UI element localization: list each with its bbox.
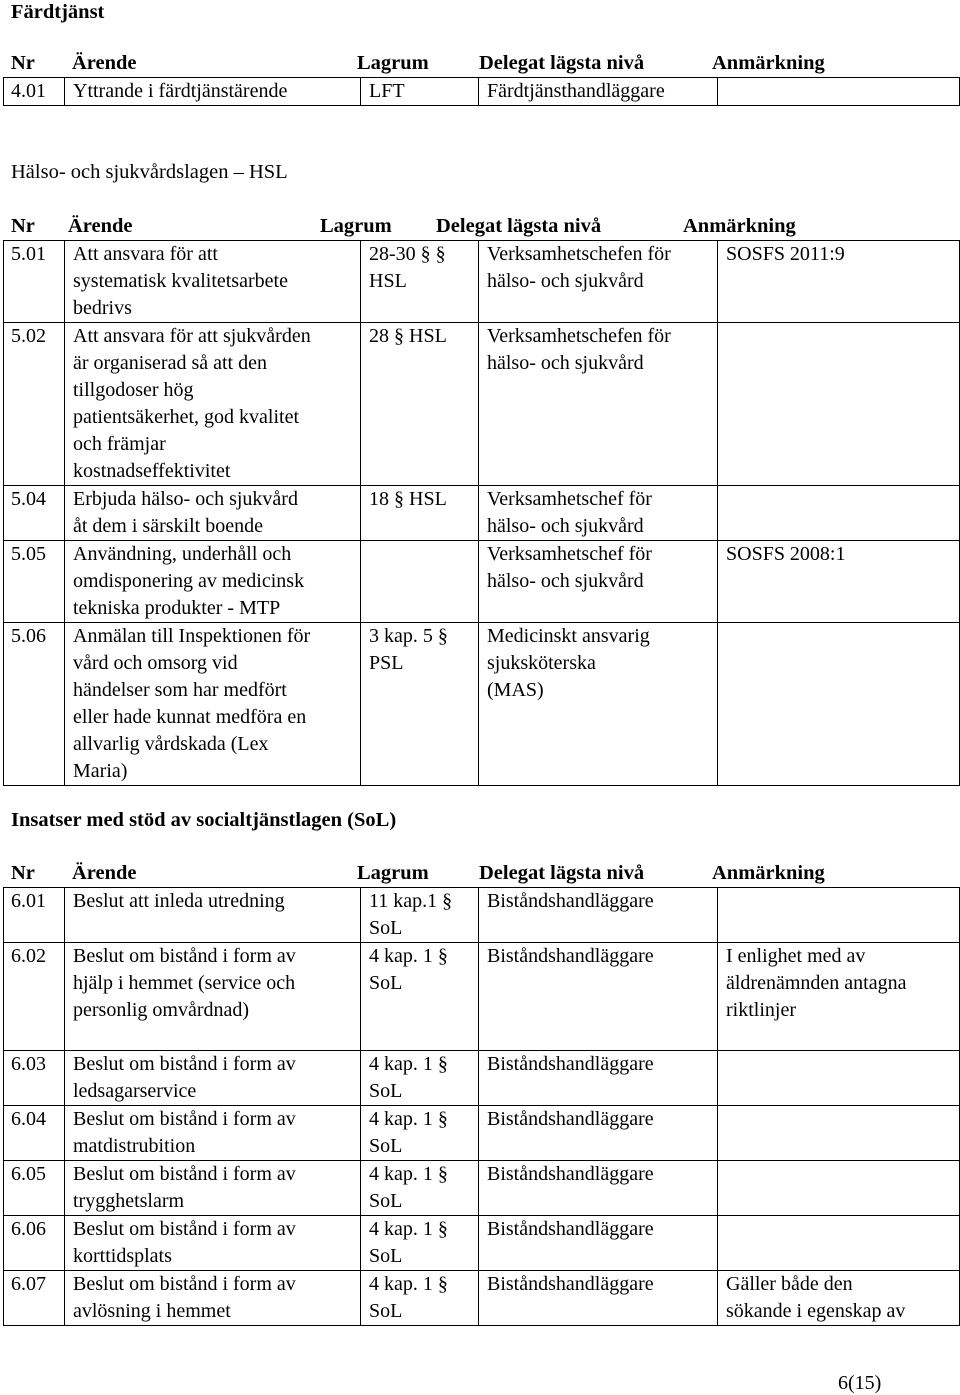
table-header-sol	[0, 860, 960, 886]
cell-lagrum-line: SoL	[369, 1135, 403, 1157]
cell-arende-line: bedrivs	[73, 297, 132, 319]
cell-arende	[65, 1051, 361, 1106]
cell-nr: 4.01	[4, 78, 65, 106]
cell-delegat	[479, 888, 718, 943]
cell-arende-line: systematisk kvalitetsarbete	[73, 270, 288, 292]
cell-arende-line: ledsagarservice	[73, 1080, 197, 1102]
cell-anmarkning-line	[726, 1216, 959, 1243]
cell-arende-line: Erbjuda hälso- och sjukvård	[73, 488, 298, 510]
section-title-fardtjanst: Färdtjänst	[11, 1, 105, 23]
cell-arende-line: Att ansvara för att	[73, 243, 218, 265]
cell-arende-line: personlig omvårdnad)	[73, 999, 250, 1021]
cell-delegat	[479, 623, 718, 786]
cell-anmarkning-line: riktlinjer	[726, 999, 796, 1021]
cell-nr-line: 6.05	[11, 1163, 46, 1185]
cell-lagrum	[361, 541, 479, 623]
table-row	[4, 888, 960, 943]
cell-nr-line: 6.01	[11, 890, 46, 912]
cell-delegat	[479, 541, 718, 623]
cell-anmarkning	[718, 323, 960, 486]
cell-delegat-line: hälso- och sjukvård	[487, 570, 644, 592]
cell-arende-line: omdisponering av medicinsk	[73, 570, 305, 592]
header-lagrum: Lagrum	[320, 215, 392, 237]
cell-nr	[4, 323, 65, 486]
table-row	[4, 486, 960, 541]
cell-delegat-line: Verksamhetschef för	[487, 543, 652, 565]
cell-delegat-line: Biståndshandläggare	[487, 1218, 654, 1240]
cell-anmarkning-line: Gäller både den	[726, 1273, 853, 1295]
cell-lagrum-line	[369, 541, 478, 568]
cell-arende-line: Maria)	[73, 760, 128, 782]
table-fardtjanst	[3, 77, 960, 106]
cell-anmarkning	[718, 1216, 960, 1271]
cell-delegat-line: hälso- och sjukvård	[487, 515, 644, 537]
cell-anmarkning	[718, 1271, 960, 1326]
cell-delegat-line: Verksamhetschefen för	[487, 325, 671, 347]
header-nr: Nr	[11, 215, 35, 237]
cell-lagrum-line: PSL	[369, 652, 404, 674]
cell-arende	[65, 1216, 361, 1271]
cell-arende	[65, 323, 361, 486]
cell-arende-line: vård och omsorg vid	[73, 652, 238, 674]
cell-delegat-line: Biståndshandläggare	[487, 945, 654, 967]
cell-arende-line: kostnadseffektivitet	[73, 460, 231, 482]
cell-nr	[4, 486, 65, 541]
cell-nr	[4, 1161, 65, 1216]
cell-arende-line: Anmälan till Inspektionen för	[73, 625, 311, 647]
cell-anmarkning-line: sökande i egenskap av	[726, 1300, 906, 1322]
table-row	[4, 1271, 960, 1326]
cell-lagrum-line: 4 kap. 1 §	[369, 1108, 448, 1130]
cell-lagrum-line: 4 kap. 1 §	[369, 1273, 448, 1295]
cell-anmarkning-line: I enlighet med av	[726, 945, 866, 967]
cell-nr-line: 6.03	[11, 1053, 46, 1075]
cell-lagrum	[361, 241, 479, 323]
header-anmarkning: Anmärkning	[712, 862, 825, 884]
cell-arende	[65, 541, 361, 623]
header-delegat: Delegat lägsta nivå	[479, 52, 645, 74]
cell-arende	[65, 486, 361, 541]
cell-lagrum-line: 11 kap.1 §	[369, 890, 453, 912]
table-row	[4, 943, 960, 1051]
cell-lagrum-line: 18 § HSL	[369, 488, 447, 510]
cell-nr-line: 5.01	[11, 243, 46, 265]
table-header-fardtjanst	[0, 50, 960, 76]
cell-nr	[4, 623, 65, 786]
cell-delegat-line: Biståndshandläggare	[487, 1273, 654, 1295]
table-row	[4, 1051, 960, 1106]
cell-delegat-line: Verksamhetschef för	[487, 488, 652, 510]
cell-lagrum-line: SoL	[369, 1300, 403, 1322]
cell-anmarkning	[718, 541, 960, 623]
cell-lagrum-line: SoL	[369, 972, 403, 994]
cell-arende-line: Beslut om bistånd i form av	[73, 1108, 296, 1130]
cell-delegat-line: Medicinskt ansvarig	[487, 625, 650, 647]
cell-arende	[65, 1106, 361, 1161]
cell-nr-line: 6.07	[11, 1273, 46, 1295]
cell-delegat: Färdtjänsthandläggare	[479, 78, 718, 106]
table-row	[4, 1161, 960, 1216]
cell-delegat	[479, 1051, 718, 1106]
header-anmarkning: Anmärkning	[683, 215, 796, 237]
cell-nr-line: 5.02	[11, 325, 46, 347]
cell-lagrum-line: 28-30 § §	[369, 243, 446, 265]
cell-lagrum	[361, 888, 479, 943]
cell-lagrum	[361, 1051, 479, 1106]
cell-anmarkning-line	[726, 323, 959, 350]
cell-arende	[65, 241, 361, 323]
cell-anmarkning-line	[726, 888, 959, 915]
cell-nr	[4, 888, 65, 943]
header-lagrum: Lagrum	[357, 52, 429, 74]
cell-anmarkning-line	[726, 486, 959, 513]
cell-arende-line: patientsäkerhet, god kvalitet	[73, 406, 300, 428]
cell-delegat	[479, 1271, 718, 1326]
cell-lagrum-line: 4 kap. 1 §	[369, 945, 448, 967]
header-anmarkning: Anmärkning	[712, 52, 825, 74]
cell-arende-line: eller hade kunnat medföra en	[73, 706, 307, 728]
cell-anmarkning-line	[726, 1161, 959, 1188]
cell-anmarkning-line	[726, 623, 959, 650]
cell-lagrum-line: 3 kap. 5 §	[369, 625, 448, 647]
cell-anmarkning-line: SOSFS 2008:1	[726, 543, 846, 565]
cell-anmarkning-line: äldrenämnden antagna	[726, 972, 907, 994]
cell-arende	[65, 888, 361, 943]
cell-nr	[4, 1216, 65, 1271]
cell-arende-line: och främjar	[73, 433, 166, 455]
cell-delegat	[479, 323, 718, 486]
cell-arende-line: matdistrubition	[73, 1135, 196, 1157]
cell-anmarkning	[718, 241, 960, 323]
cell-anmarkning	[718, 623, 960, 786]
table-row	[4, 78, 960, 106]
cell-anmarkning-line: SOSFS 2011:9	[726, 243, 845, 265]
cell-anmarkning-line	[726, 1051, 959, 1078]
cell-arende-line: är organiserad så att den	[73, 352, 267, 374]
cell-arende-line: Beslut att inleda utredning	[73, 890, 285, 912]
table-row	[4, 623, 960, 786]
header-nr: Nr	[11, 862, 35, 884]
cell-nr-line: 5.05	[11, 543, 46, 565]
cell-lagrum-line: 4 kap. 1 §	[369, 1218, 448, 1240]
header-arende: Ärende	[72, 52, 137, 74]
cell-anmarkning	[718, 78, 960, 106]
cell-anmarkning	[718, 888, 960, 943]
cell-arende-line: trygghetslarm	[73, 1190, 185, 1212]
cell-anmarkning	[718, 943, 960, 1051]
cell-nr	[4, 1051, 65, 1106]
cell-lagrum-line: HSL	[369, 270, 407, 292]
cell-arende-line: tillgodoser hög	[73, 379, 194, 401]
cell-delegat-line: Biståndshandläggare	[487, 890, 654, 912]
cell-lagrum-line: SoL	[369, 917, 403, 939]
cell-arende-line: avlösning i hemmet	[73, 1300, 231, 1322]
cell-lagrum	[361, 1271, 479, 1326]
cell-delegat-line: Verksamhetschefen för	[487, 243, 671, 265]
cell-arende	[65, 623, 361, 786]
page-number: 6(15)	[838, 1372, 882, 1394]
cell-nr-line: 6.02	[11, 945, 46, 967]
cell-delegat-line: (MAS)	[487, 679, 544, 701]
cell-delegat	[479, 1216, 718, 1271]
cell-arende-line: korttidsplats	[73, 1245, 172, 1267]
cell-arende-line: Beslut om bistånd i form av	[73, 1053, 296, 1075]
cell-arende-line: hjälp i hemmet (service och	[73, 972, 296, 994]
cell-lagrum-line: 28 § HSL	[369, 325, 447, 347]
cell-nr	[4, 1271, 65, 1326]
header-lagrum: Lagrum	[357, 862, 429, 884]
cell-delegat-line: Biståndshandläggare	[487, 1163, 654, 1185]
cell-nr	[4, 943, 65, 1051]
cell-lagrum	[361, 486, 479, 541]
cell-lagrum	[361, 323, 479, 486]
cell-lagrum	[361, 1161, 479, 1216]
cell-delegat-line: Biståndshandläggare	[487, 1053, 654, 1075]
table-sol	[3, 887, 960, 1326]
cell-lagrum	[361, 1216, 479, 1271]
table-row	[4, 241, 960, 323]
table-header-hsl	[0, 213, 960, 239]
table-row	[4, 1106, 960, 1161]
cell-nr	[4, 241, 65, 323]
cell-arende	[65, 1271, 361, 1326]
section-title-sol: Insatser med stöd av socialtjänstlagen (SoL)	[11, 809, 397, 831]
cell-lagrum-line: 4 kap. 1 §	[369, 1053, 448, 1075]
cell-arende-line: allvarlig vårdskada (Lex	[73, 733, 269, 755]
cell-arende-line: Beslut om bistånd i form av	[73, 1273, 296, 1295]
header-delegat: Delegat lägsta nivå	[479, 862, 645, 884]
cell-arende	[65, 1161, 361, 1216]
cell-lagrum-line: 4 kap. 1 §	[369, 1163, 448, 1185]
cell-delegat-line: hälso- och sjukvård	[487, 352, 644, 374]
cell-delegat	[479, 486, 718, 541]
cell-lagrum-line: SoL	[369, 1245, 403, 1267]
cell-arende-line: händelser som har medfört	[73, 679, 287, 701]
header-arende: Ärende	[72, 862, 137, 884]
cell-lagrum	[361, 943, 479, 1051]
cell-arende-line: Att ansvara för att sjukvården	[73, 325, 311, 347]
table-hsl	[3, 240, 960, 786]
section-title-hsl: Hälso- och sjukvårdslagen – HSL	[11, 161, 288, 183]
cell-nr-line: 6.06	[11, 1218, 46, 1240]
cell-anmarkning	[718, 486, 960, 541]
table-row	[4, 541, 960, 623]
header-arende: Ärende	[68, 215, 133, 237]
cell-lagrum-line: SoL	[369, 1080, 403, 1102]
cell-arende-line: Beslut om bistånd i form av	[73, 945, 296, 967]
cell-lagrum	[361, 623, 479, 786]
cell-delegat-line: Biståndshandläggare	[487, 1108, 654, 1130]
cell-nr-line: 5.06	[11, 625, 46, 647]
cell-anmarkning-line	[726, 1106, 959, 1133]
cell-anmarkning	[718, 1051, 960, 1106]
cell-arende-line: Användning, underhåll och	[73, 543, 292, 565]
header-nr: Nr	[11, 52, 35, 74]
cell-lagrum: LFT	[361, 78, 479, 106]
cell-delegat	[479, 1161, 718, 1216]
cell-delegat-line: sjuksköterska	[487, 652, 596, 674]
cell-arende-line: Beslut om bistånd i form av	[73, 1218, 296, 1240]
cell-arende: Yttrande i färdtjänstärende	[65, 78, 361, 106]
cell-delegat-line: hälso- och sjukvård	[487, 270, 644, 292]
cell-arende-line: Beslut om bistånd i form av	[73, 1163, 296, 1185]
cell-nr-line: 6.04	[11, 1108, 46, 1130]
cell-arende-line: tekniska produkter - MTP	[73, 597, 281, 619]
cell-arende	[65, 943, 361, 1051]
cell-arende-line: åt dem i särskilt boende	[73, 515, 263, 537]
cell-lagrum	[361, 1106, 479, 1161]
cell-anmarkning	[718, 1106, 960, 1161]
table-row	[4, 1216, 960, 1271]
cell-nr	[4, 1106, 65, 1161]
cell-nr-line: 5.04	[11, 488, 46, 510]
cell-delegat	[479, 241, 718, 323]
cell-delegat	[479, 943, 718, 1051]
header-delegat: Delegat lägsta nivå	[436, 215, 602, 237]
cell-nr	[4, 541, 65, 623]
table-row	[4, 323, 960, 486]
cell-delegat	[479, 1106, 718, 1161]
cell-lagrum-line: SoL	[369, 1190, 403, 1212]
cell-anmarkning	[718, 1161, 960, 1216]
